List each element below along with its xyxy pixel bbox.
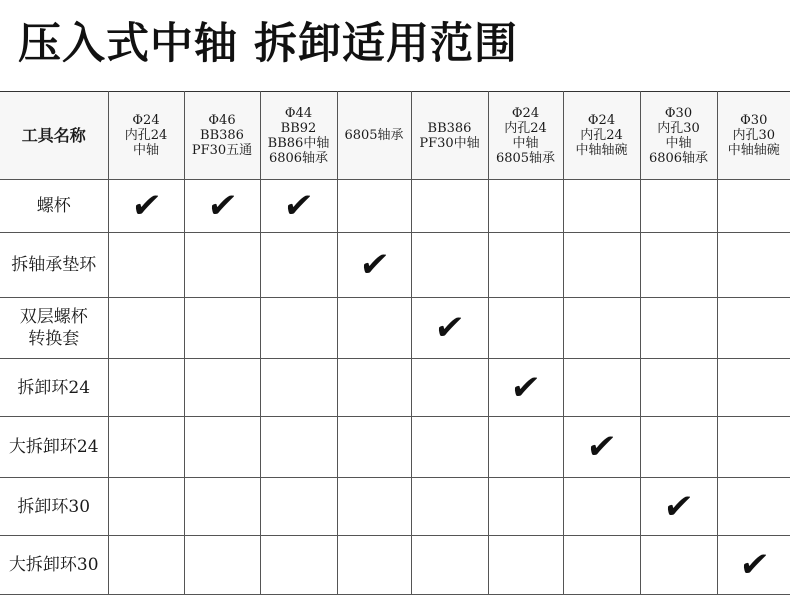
column-header <box>108 92 184 180</box>
table-cell <box>184 417 260 478</box>
table-cell <box>184 478 260 536</box>
table-row <box>0 180 790 233</box>
table-cell <box>563 359 640 417</box>
table-cell <box>184 536 260 595</box>
column-header-line: 6805轴承 <box>344 128 404 143</box>
table-cell <box>640 417 717 478</box>
tool-name-cell <box>0 478 108 536</box>
checkmark-icon: ✔ <box>281 186 316 226</box>
column-header <box>563 92 640 180</box>
tool-name-cell <box>0 536 108 595</box>
column-header-line: 内孔30 <box>732 128 776 143</box>
table-cell <box>488 417 563 478</box>
table-cell <box>411 298 488 359</box>
column-header-line: 中轴轴碗 <box>575 143 628 158</box>
column-header-line: Φ46 <box>208 113 236 128</box>
table-cell <box>563 233 640 298</box>
table-cell <box>411 180 488 233</box>
tool-name-cell <box>0 298 108 359</box>
column-header-line: 中轴 <box>132 143 159 158</box>
column-header <box>260 92 337 180</box>
column-header-line: Φ24 <box>511 105 540 121</box>
table-cell <box>563 298 640 359</box>
table-cell <box>717 298 790 359</box>
table-cell <box>717 233 790 298</box>
checkmark-icon: ✔ <box>204 186 240 226</box>
column-header <box>184 92 260 180</box>
column-header <box>411 92 488 180</box>
table-cell <box>260 180 337 233</box>
table-cell <box>717 536 790 595</box>
checkmark-icon: ✔ <box>356 245 392 285</box>
column-header-line: 6805轴承 <box>495 150 556 166</box>
tool-name-text: 拆卸环30 <box>17 496 91 517</box>
table-cell <box>563 478 640 536</box>
column-header-line: Φ24 <box>132 113 160 128</box>
table-cell <box>108 233 184 298</box>
column-header-line: 6806轴承 <box>268 150 329 166</box>
table-cell <box>717 417 790 478</box>
column-header-line: 中轴轴碗 <box>727 143 780 158</box>
column-header-line: BB86中轴 <box>267 135 330 151</box>
checkmark-icon: ✔ <box>508 367 543 408</box>
table-cell <box>411 478 488 536</box>
tool-name-text: 转换套 <box>28 329 80 349</box>
table-cell <box>563 417 640 478</box>
table-cell <box>717 359 790 417</box>
table-row <box>0 417 790 478</box>
table-cell <box>260 298 337 359</box>
table-cell <box>488 359 563 417</box>
table-cell <box>108 180 184 233</box>
table-cell <box>717 180 790 233</box>
column-header <box>717 92 790 180</box>
table-cell <box>337 417 411 478</box>
table-row <box>0 359 790 417</box>
page-title: 压入式中轴 拆卸适用范围 <box>18 19 518 69</box>
table-cell <box>411 536 488 595</box>
tool-name-header: 工具名称 <box>0 92 108 180</box>
table-cell <box>260 233 337 298</box>
column-header-line: Φ30 <box>664 105 693 121</box>
table-cell <box>488 478 563 536</box>
table-cell <box>411 359 488 417</box>
table-cell <box>260 417 337 478</box>
table-cell <box>337 536 411 595</box>
column-header-line: PF30中轴 <box>419 135 480 151</box>
table-cell <box>337 233 411 298</box>
table-cell <box>411 233 488 298</box>
tool-name-text: 大拆卸环24 <box>8 437 99 457</box>
column-header-line: PF30五通 <box>191 143 253 158</box>
column-header <box>337 92 411 180</box>
table-row <box>0 298 790 359</box>
table-cell <box>563 180 640 233</box>
tool-name-text: 双层螺杯 <box>19 307 88 327</box>
table-cell <box>260 536 337 595</box>
table-cell <box>717 478 790 536</box>
column-header-line: Φ30 <box>740 113 768 128</box>
column-header-line: 中轴 <box>512 135 539 151</box>
table-cell <box>640 180 717 233</box>
tool-name-text: 拆轴承垫环 <box>11 255 97 275</box>
column-header-line: 中轴 <box>665 135 692 151</box>
table-cell <box>260 478 337 536</box>
table-cell <box>108 536 184 595</box>
checkmark-icon: ✔ <box>128 186 164 226</box>
table-row <box>0 233 790 298</box>
tool-name-text: 大拆卸环30 <box>8 555 99 575</box>
table-cell <box>184 233 260 298</box>
table-cell <box>640 233 717 298</box>
table-cell <box>184 180 260 233</box>
table-cell <box>108 298 184 359</box>
column-header-line: 内孔24 <box>124 128 168 143</box>
checkmark-icon: ✔ <box>432 308 467 348</box>
tool-name-cell <box>0 180 108 233</box>
table-cell <box>411 417 488 478</box>
compatibility-table <box>0 91 790 595</box>
tool-name-text: 螺杯 <box>36 196 71 216</box>
table-cell <box>337 298 411 359</box>
table-cell <box>108 478 184 536</box>
table-cell <box>640 478 717 536</box>
tool-name-cell <box>0 359 108 417</box>
table-cell <box>184 298 260 359</box>
header-row <box>0 92 790 180</box>
column-header-line: BB92 <box>280 120 317 136</box>
table-cell <box>337 180 411 233</box>
column-header-line: 内孔30 <box>657 120 700 136</box>
table-cell <box>488 298 563 359</box>
column-header-line: 内孔24 <box>580 128 623 143</box>
table-cell <box>337 359 411 417</box>
column-header-line: Φ24 <box>587 113 616 128</box>
table-cell <box>640 298 717 359</box>
table-row <box>0 478 790 536</box>
table-cell <box>488 233 563 298</box>
table-cell <box>640 536 717 595</box>
tool-name-cell <box>0 233 108 298</box>
checkmark-icon: ✔ <box>584 427 619 467</box>
tool-name-text: 拆卸环24 <box>17 377 91 398</box>
table-cell <box>108 359 184 417</box>
table-cell <box>184 359 260 417</box>
table-cell <box>563 536 640 595</box>
checkmark-icon: ✔ <box>661 486 696 527</box>
table-cell <box>488 536 563 595</box>
column-header-line: 内孔24 <box>504 120 547 136</box>
column-header <box>640 92 717 180</box>
table-cell <box>337 478 411 536</box>
column-header <box>488 92 563 180</box>
column-header-line: 6806轴承 <box>648 150 709 166</box>
table-row <box>0 536 790 595</box>
table-cell <box>488 180 563 233</box>
tool-name-cell <box>0 417 108 478</box>
column-header-line: BB386 <box>200 128 244 143</box>
checkmark-icon: ✔ <box>736 545 771 585</box>
table-cell <box>640 359 717 417</box>
column-header-line: Φ44 <box>284 105 313 121</box>
table-cell <box>108 417 184 478</box>
column-header-line: BB386 <box>427 120 472 136</box>
table-cell <box>260 359 337 417</box>
